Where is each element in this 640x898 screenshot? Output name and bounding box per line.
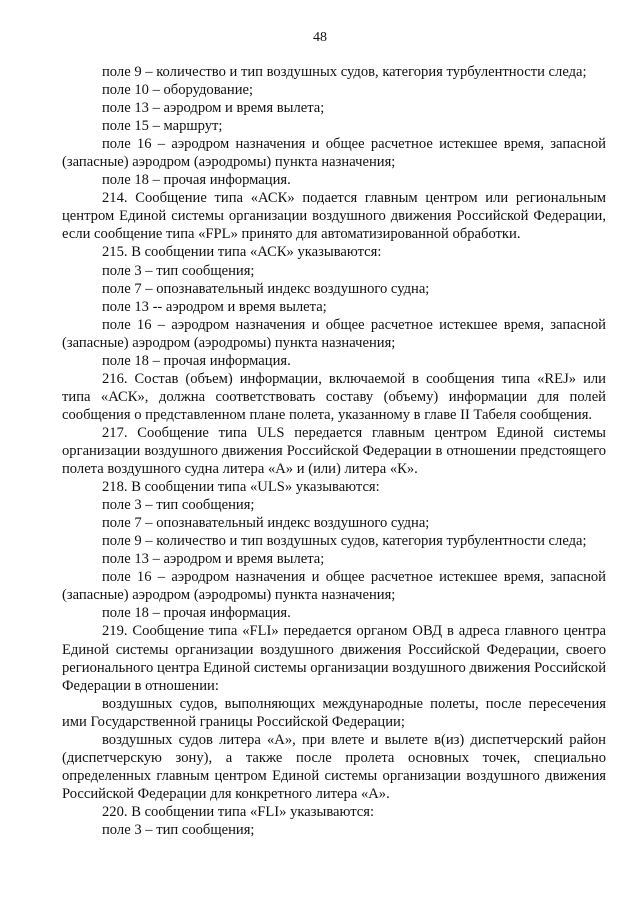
paragraph: 219. Сообщение типа «FLI» передается органом ОВД в адреса главного центра Единой системы организации воздушного движения Российской Федерации, своего регионального центра Единой системы организации воздушного движения Российской Федерации в отношении: <box>62 623 606 694</box>
paragraph: 216. Состав (объем) информации, включаемой в сообщения типа «REJ» или типа «АСК», должна соответствовать составу (объему) информации для полей сообщения о представленном плане полета, указанному в главе II Табеля сообщения. <box>62 370 606 423</box>
paragraph: поле 18 – прочая информация. <box>102 605 291 622</box>
paragraph: поле 13 – аэродром и время вылета; <box>102 100 325 117</box>
paragraph: поле 16 – аэродром назначения и общее расчетное истекшее время, запасной (запасные) аэродром (аэродромы) пункта назначения; <box>62 316 606 351</box>
paragraph: поле 3 – тип сообщения; <box>102 262 255 279</box>
paragraph: поле 7 – опознавательный индекс воздушного судна; <box>102 280 430 297</box>
paragraph: поле 3 – тип сообщения; <box>102 497 255 514</box>
paragraph: воздушных судов, выполняющих международные полеты, после пересечения ими Государственной границы Российской Федерации; <box>62 695 606 730</box>
paragraph: 217. Сообщение типа ULS передается главным центром Единой системы организации воздушного движения Российской Федерации в отношении предстоящего полета воздушного судна литера «А» и (или) литера «К». <box>62 424 606 478</box>
paragraph: 218. В сообщении типа «ULS» указываются: <box>102 479 380 496</box>
page-number: 48 <box>313 30 327 45</box>
paragraph: поле 18 – прочая информация. <box>102 352 291 369</box>
paragraph: поле 9 – количество и тип воздушных судов, категория турбулентности следа; <box>102 64 587 80</box>
paragraph: воздушных судов литера «А», при влете и вылете в(из) диспетчерский район (диспетчерскую зону), а также после пролета основных точек, специально определенных главным центром Единой системы организации воздушного движения Российской Федерации для конкретного литера «А». <box>62 731 606 802</box>
paragraph: поле 3 – тип сообщения; <box>102 821 255 838</box>
paragraph: поле 13 -- аэродром и время вылета; <box>102 298 327 315</box>
paragraph: поле 9 – количество и тип воздушных судов, категория турбулентности следа; <box>102 533 587 550</box>
paragraph: 220. В сообщении типа «FLI» указываются: <box>102 803 375 820</box>
paragraph: 215. В сообщении типа «АСК» указываются: <box>102 244 382 261</box>
paragraph: поле 15 – маршрут; <box>102 118 223 135</box>
document-body <box>62 63 606 839</box>
paragraph: поле 7 – опознавательный индекс воздушного судна; <box>102 515 430 532</box>
paragraph: поле 16 – аэродром назначения и общее расчетное истекшее время, запасной (запасные) аэродром (аэродромы) пункта назначения; <box>62 136 606 171</box>
paragraph: поле 10 – оборудование; <box>102 82 254 99</box>
paragraph: поле 16 – аэродром назначения и общее расчетное истекшее время, запасной (запасные) аэродром (аэродромы) пункта назначения; <box>62 569 606 604</box>
paragraph: 214. Сообщение типа «АСК» подается главным центром или региональным центром Единой системы организации воздушного движения Российской Федерации, если сообщение типа «FPL» принято для автоматизированной обработки. <box>62 190 606 243</box>
paragraph: поле 13 – аэродром и время вылета; <box>102 551 325 568</box>
paragraph: поле 18 – прочая информация. <box>102 172 291 189</box>
